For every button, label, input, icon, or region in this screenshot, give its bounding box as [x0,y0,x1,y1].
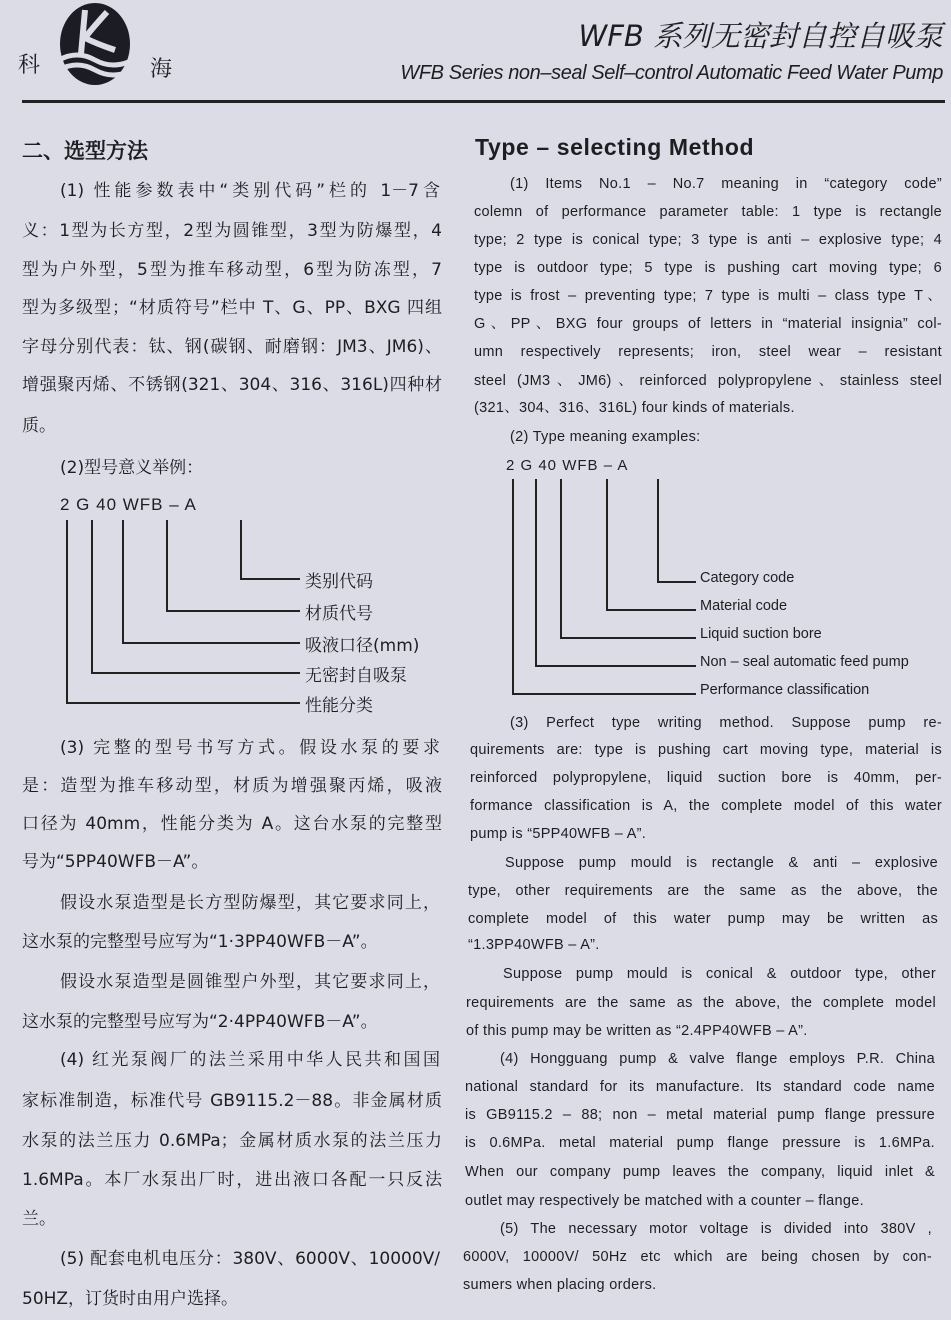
connector-line [91,520,93,672]
text-line: (1) Items No.1 – No.7 meaning in “category code” [510,176,942,192]
text-line: reinforced polypropylene, liquid suction bore is 40mm, per- [470,770,942,786]
text-line: 这水泵的完整型号应写为“2·4PP40WFB－A”。 [22,1012,378,1032]
text-line: 增强聚丙烯、不锈钢(321、304、316、316L)四种材 [22,375,442,395]
diagram-label: 类别代码 [305,572,373,592]
text-line: 水泵的法兰压力 0.6MPa；金属材质水泵的法兰压力 [22,1131,442,1151]
text-line: requirements are the same as the above, the complete model [466,995,936,1011]
text-line: (1) 性能参数表中“类别代码”栏的 1－7含 [60,181,440,201]
text-line: (4) Hongguang pump & valve flange employs P.R. China [500,1051,935,1067]
connector-line [535,665,696,667]
header-divider [22,100,945,103]
text-line: sumers when placing orders. [463,1277,657,1293]
text-line: 这水泵的完整型号应写为“1·3PP40WFB－A”。 [22,932,378,952]
text-line: (321、304、316、316L) four kinds of materials. [474,400,795,416]
connector-line [512,693,696,695]
text-line: umn respectively represents; iron, steel wear – resistant [474,344,942,360]
text-line: (2)型号意义举例： [60,458,204,478]
connector-line [240,520,242,578]
text-line: colemn of performance parameter table: 1 type is rectangle [474,204,942,220]
diagram-label: Liquid suction bore [700,626,822,642]
text-line: formance classification is A, the complete model of this water [470,798,942,814]
logo-text-left: 科 [18,53,41,78]
page-title-en: WFB Series non–seal Self–control Automatic Feed Water Pump [400,62,943,84]
connector-line [240,578,300,580]
text-line: Suppose pump mould is conical & outdoor type, other [503,966,936,982]
text-line: 义：1型为长方型，2型为圆锥型，3型为防爆型，4 [22,221,442,241]
text-line: 质。 [22,416,56,436]
connector-line [166,610,300,612]
model-code: 2 G 40 WFB – A [506,457,629,474]
diagram-label: Category code [700,570,795,586]
text-line: type is outdoor type; 5 type is pushing cart moving type; 6 [474,260,942,276]
connector-line [657,581,696,583]
text-line: 1.6MPa。本厂水泵出厂时，进出液口各配一只反法 [22,1170,442,1190]
diagram-label: 性能分类 [305,696,373,716]
text-line: 兰。 [22,1209,56,1229]
text-line: type, other requirements are the same as the above, the [468,883,938,899]
company-logo [55,2,135,86]
connector-line [560,479,562,637]
text-line: G、PP、BXG four groups of letters in “material insignia” col- [474,316,942,332]
connector-line [66,702,300,704]
text-line: (3) 完整的型号书写方式。假设水泵的要求 [60,738,440,758]
connector-line [560,637,696,639]
text-line: (5) 配套电机电压分：380V、6000V、10000V/ [60,1249,440,1269]
connector-line [657,479,659,581]
diagram-label: 材质代号 [305,604,373,624]
logo-text-right: 海 [150,57,173,82]
text-line: 型为多级型；“材质符号”栏中 T、G、PP、BXG 四组 [22,298,442,318]
text-line: 假设水泵造型是圆锥型户外型，其它要求同上， [60,972,440,992]
text-line: type is frost – preventing type; 7 type is multi – class type T、 [474,288,942,304]
text-line: (5) The necessary motor voltage is divided into 380V , [500,1221,932,1237]
connector-line [122,642,300,644]
connector-line [535,479,537,665]
text-line: steel (JM3、JM6)、reinforced polypropylene、stainless steel [474,373,942,389]
diagram-label: Material code [700,598,788,614]
text-line: 型为户外型，5型为推车移动型，6型为防冻型，7 [22,260,442,280]
text-line: Suppose pump mould is rectangle & anti – explosive [505,855,938,871]
text-line: national standard for its manufacture. Its standard code name [465,1079,935,1095]
connector-line [166,520,168,610]
connector-line [66,520,68,702]
diagram-label: 无密封自吸泵 [305,666,407,686]
text-line: is GB9115.2 – 88; non – metal material pump flange pressure [465,1107,935,1123]
connector-line [606,609,696,611]
text-line: When our company pump leaves the company, liquid inlet & [465,1164,935,1180]
connector-line [606,479,608,609]
text-line: complete model of this water pump may be written as [468,911,938,927]
connector-line [122,520,124,642]
text-line: 6000V, 10000V/ 50Hz etc which are being chosen by con- [463,1249,932,1265]
connector-line [91,672,300,674]
diagram-label: 吸液口径(mm) [305,636,420,656]
page-title-cn: WFB 系列无密封自控自吸泵 [578,19,943,53]
text-line: 假设水泵造型是长方型防爆型，其它要求同上， [60,893,440,913]
text-line: 50HZ，订货时由用户选择。 [22,1289,239,1309]
text-line: (3) Perfect type writing method. Suppose pump re- [510,715,942,731]
text-line: pump is “5PP40WFB – A”. [470,826,647,842]
text-line: 号为“5PP40WFB－A”。 [22,852,209,872]
text-line: 是：造型为推车移动型，材质为增强聚丙烯，吸液 [22,776,442,796]
diagram-label: Non – seal automatic feed pump [700,654,909,670]
connector-line [512,479,514,693]
text-line: 字母分别代表：钛、钢(碳钢、耐磨钢：JM3、JM6)、 [22,337,442,357]
text-line: of this pump may be written as “2.4PP40WFB – A”. [466,1023,808,1039]
text-line: 口径为 40mm，性能分类为 A。这台水泵的完整型 [22,814,442,834]
text-line: (4) 红光泵阀厂的法兰采用中华人民共和国国 [60,1050,440,1070]
text-line: is 0.6MPa. metal material pump flange pressure is 1.6MPa. [465,1135,935,1151]
section-heading-cn: 二、选型方法 [22,139,148,163]
model-code: 2 G 40 WFB – A [60,495,197,514]
text-line: (2) Type meaning examples: [510,429,701,445]
text-line: type; 2 type is conical type; 3 type is anti – explosive type; 4 [474,232,942,248]
text-line: 家标准制造，标准代号 GB9115.2－88。非金属材质 [22,1091,442,1111]
text-line: “1.3PP40WFB – A”. [468,937,600,953]
text-line: outlet may respectively be matched with a counter – flange. [465,1193,864,1209]
text-line: quirements are: type is pushing cart moving type, material is [470,742,942,758]
section-heading-en: Type – selecting Method [475,134,755,160]
diagram-label: Performance classification [700,682,870,698]
